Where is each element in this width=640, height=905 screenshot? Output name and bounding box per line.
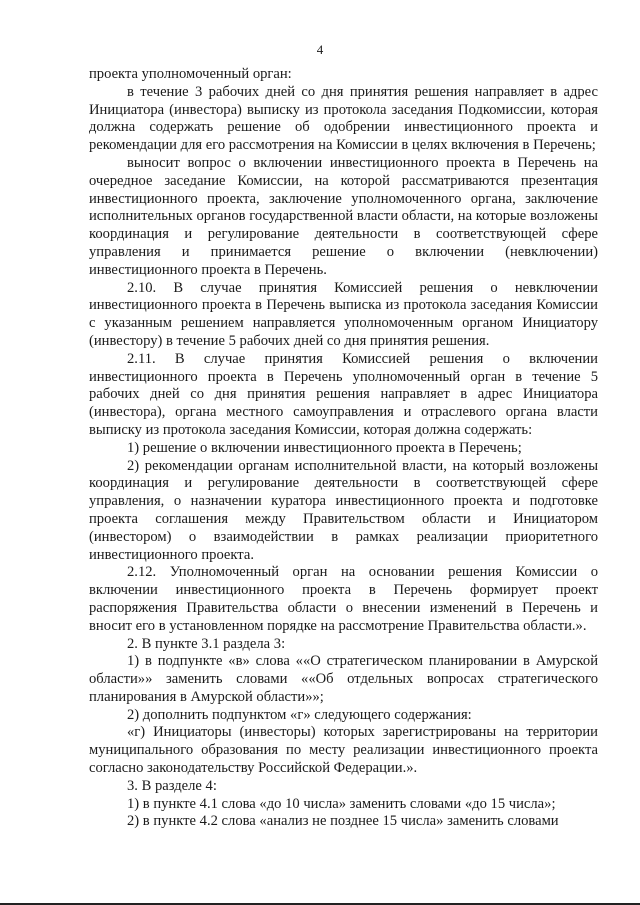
paragraph-13: 1) в пункте 4.1 слова «до 10 числа» заменить словами «до 15 числа»; [127,795,556,812]
document-body [89,66,598,831]
paragraph-11: «г) Инициаторы (инвесторы) которых зарегистрированы на территории муниципального образования по месту реализации инвестиционного проекта согласно законодательству Российской Федерации.». [89,724,598,777]
paragraph-8: 2. В пункте 3.1 раздела 3: [127,635,286,652]
paragraph-10: 2) дополнить подпунктом «г» следующего содержания: [127,706,472,723]
paragraph-14: 2) в пункте 4.2 слова «анализ не позднее 15 числа» заменить словами [127,813,559,830]
page-number: 4 [316,42,324,57]
paragraph-4: 2.11. В случае принятия Комиссией решения о включении инвестиционного проекта в Перечень уполномоченный орган в течение 5 рабочих дней со дня принятия решения направляет в адрес Инициатора (инвестора), органа местного самоуправления и отраслевого органа власти выписку из протокола заседания Комиссии, которая должна содержать: [89,350,598,438]
paragraph-6: 2) рекомендации органам исполнительной власти, на который возложены координация и регулирование деятельности в соответствующей сфере управления, о назначении куратора инвестиционного проекта и подготовке проекта соглашения между Правительством области и Инициатором (инвестором) о взаимодействии в рамках реализации приоритетного инвестиционного проекта. [89,457,598,563]
paragraph-5: 1) решение о включении инвестиционного проекта в Перечень; [127,439,522,456]
paragraph-12: 3. В разделе 4: [127,777,217,794]
paragraph-9: 1) в подпункте «в» слова ««О стратегическом планировании в Амурской области»» заменить словами ««Об отдельных вопросах стратегического планирования в Амурской области»»; [89,653,598,705]
paragraph-1: в течение 3 рабочих дней со дня принятия решения направляет в адрес Инициатора (инвестора) выписку из протокола заседания Подкомиссии, которая должна содержать решение об одобрении инвестиционного проекта и рекомендации для его рассмотрения на Комиссии в целях включения в Перечень; [89,83,598,154]
paragraph-3: 2.10. В случае принятия Комиссией решения о невключении инвестиционного проекта в Перечень выписка из протокола заседания Комиссии с указанным решением направляется уполномоченным органом Инициатору (инвестору) в течение 5 рабочих дней со дня принятия решения. [89,279,598,349]
paragraph-7: 2.12. Уполномоченный орган на основании решения Комиссии о включении инвестиционного проекта в Перечень формирует проект распоряжения Правительства области о внесении изменений в Перечень и вносит его в установленном порядке на рассмотрение Правительства области.». [89,564,598,634]
paragraph-2: выносит вопрос о включении инвестиционного проекта в Перечень на очередное заседание Комиссии, на которой рассматриваются презентация инвестиционного проекта, заключение уполномоченного органа, заключение исполнительных органов государственной власти области, на которые возложены координация и регулирование деятельности в соответствующей сфере управления и принимается решение о включении (невключении) инвестиционного проекта в Перечень. [89,154,598,278]
paragraph-0: проекта уполномоченный орган: [89,66,292,82]
